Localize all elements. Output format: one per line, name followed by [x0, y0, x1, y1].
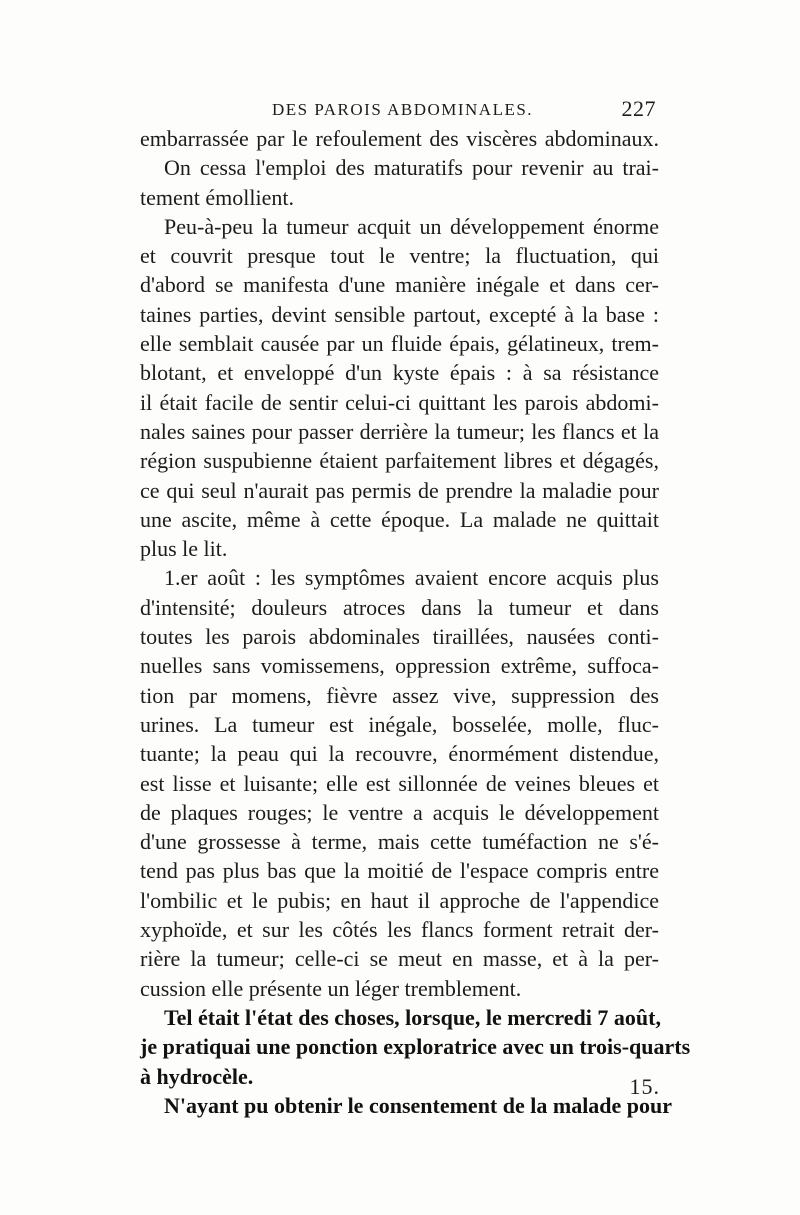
- text-line: rière la tumeur; celle-ci se meut en masse, et à la per-: [140, 946, 659, 972]
- text-line: On cessa l'emploi des maturatifs pour revenir au trai-: [164, 155, 659, 181]
- text-line: je pratiquai une ponction exploratrice avec un trois-quarts: [140, 1034, 691, 1060]
- text-line: l'ombilic et le pubis; en haut il approche de l'appendice: [140, 887, 659, 913]
- text-line: Peu-à-peu la tumeur acquit un développement énorme: [164, 213, 659, 239]
- text-line: à hydrocèle.: [140, 1063, 254, 1089]
- text-line: taines parties, devint sensible partout, excepté à la base :: [140, 301, 659, 327]
- text-line: embarrassée par le refoulement des viscères abdominaux.: [140, 126, 659, 151]
- signature-mark: 15.: [629, 1074, 660, 1099]
- running-title: DES PAROIS ABDOMINALES.: [272, 100, 534, 119]
- text-line: elle semblait causée par un fluide épais, gélatineux, trem-: [140, 331, 659, 357]
- text-line: tend pas plus bas que la moitié de l'espace compris entre: [140, 858, 659, 884]
- text-line: xyphoïde, et sur les côtés les flancs forment retrait der-: [140, 917, 659, 943]
- text-line: d'une grossesse à terme, mais cette tuméfaction ne s'é-: [140, 829, 659, 855]
- text-line: cussion elle présente un léger tremblement.: [140, 975, 522, 1001]
- text-line: Tel était l'état des choses, lorsque, le mercredi 7 août,: [164, 1004, 661, 1030]
- text-line: nales saines pour passer derrière la tumeur; les flancs et la: [140, 418, 659, 444]
- text-line: tion par momens, fièvre assez vive, suppression des: [140, 682, 659, 708]
- text-line: région suspubienne étaient parfaitement libres et dégagés,: [140, 448, 659, 474]
- text-line: tement émollient.: [140, 184, 294, 210]
- text-line: toutes les parois abdominales tiraillées, nausées conti-: [140, 624, 659, 650]
- text-line: est lisse et luisante; elle est sillonnée de veines bleues et: [140, 770, 659, 796]
- running-head: [142, 92, 656, 126]
- text-line: d'abord se manifesta d'une manière inégale et dans cer-: [140, 272, 659, 298]
- page-number: 227: [621, 96, 656, 121]
- body-text: [140, 124, 691, 1120]
- text-line: plus le lit.: [140, 536, 228, 562]
- text-line: d'intensité; douleurs atroces dans la tumeur et dans: [140, 594, 659, 620]
- text-line: N'ayant pu obtenir le consentement de la malade pour: [164, 1092, 673, 1118]
- text-line: une ascite, même à cette époque. La malade ne quittait: [140, 506, 659, 532]
- text-line: urines. La tumeur est inégale, bosselée, molle, fluc-: [140, 711, 659, 737]
- text-line: de plaques rouges; le ventre a acquis le développement: [140, 799, 659, 825]
- text-line: 1.er août : les symptômes avaient encore acquis plus: [164, 565, 659, 591]
- text-line: nuelles sans vomissemens, oppression extrême, suffoca-: [140, 653, 659, 679]
- text-line: ce qui seul n'aurait pas permis de prendre la maladie pour: [140, 477, 659, 503]
- text-line: et couvrit presque tout le ventre; la fluctuation, qui: [140, 243, 659, 269]
- text-line: tuante; la peau qui la recouvre, énormément distendue,: [140, 741, 659, 767]
- text-line: blotant, et enveloppé d'un kyste épais : à sa résistance: [140, 360, 659, 386]
- text-line: il était facile de sentir celui-ci quittant les parois abdomi-: [140, 389, 659, 415]
